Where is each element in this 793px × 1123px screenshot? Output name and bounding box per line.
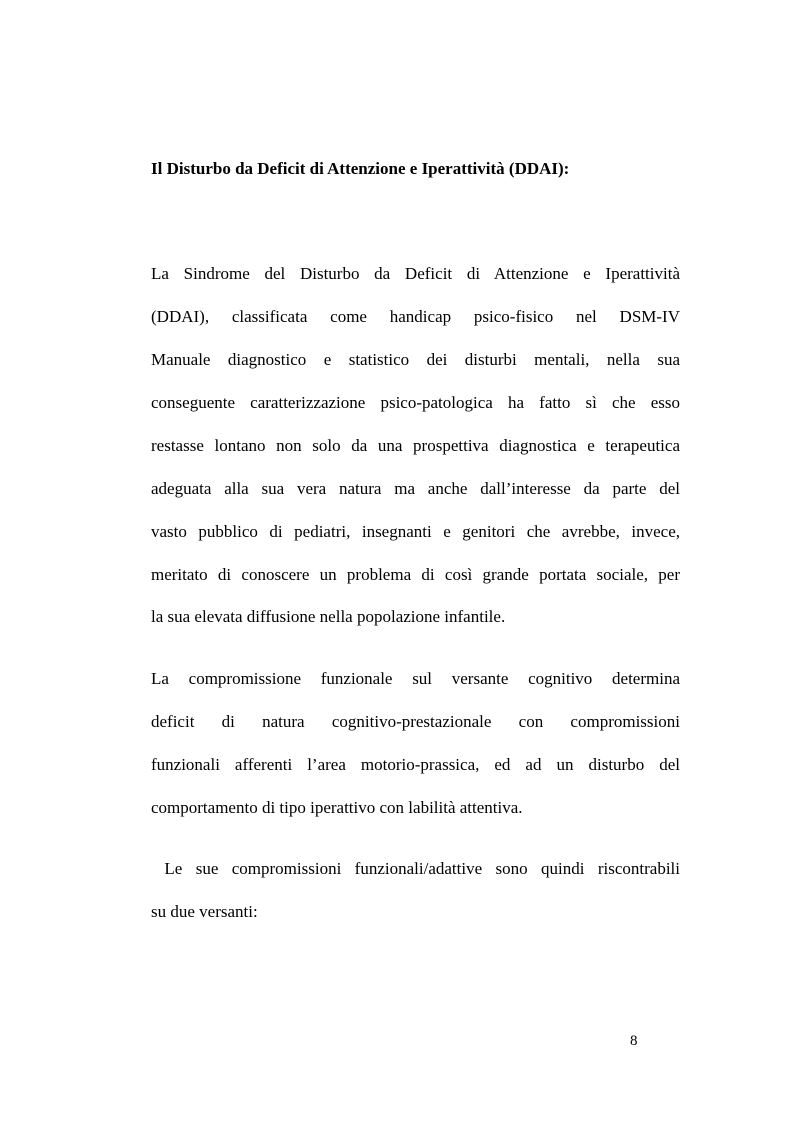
page-number: 8 <box>630 1033 638 1049</box>
paragraph-line: deficit di natura cognitivo-prestazionale con compromissioni <box>151 712 680 731</box>
paragraph-line: adeguata alla sua vera natura ma anche dall’interesse da parte del <box>151 479 680 498</box>
paragraph-line: La Sindrome del Disturbo da Deficit di Attenzione e Iperattività <box>151 264 680 283</box>
paragraph-line: La compromissione funzionale sul versante cognitivo determina <box>151 669 680 688</box>
paragraph-line: la sua elevata diffusione nella popolazione infantile. <box>151 607 506 626</box>
paragraph-line: Manuale diagnostico e statistico dei disturbi mentali, nella sua <box>151 350 680 369</box>
section-heading: Il Disturbo da Deficit di Attenzione e Iperattività (DDAI): <box>151 159 570 178</box>
paragraph-line: su due versanti: <box>151 902 258 921</box>
paragraph-line: meritato di conoscere un problema di così grande portata sociale, per <box>151 565 680 584</box>
paragraph-line: vasto pubblico di pediatri, insegnanti e genitori che avrebbe, invece, <box>151 522 680 541</box>
paragraph-line: funzionali afferenti l’area motorio-prassica, ed ad un disturbo del <box>151 755 680 774</box>
paragraph-line: comportamento di tipo iperattivo con labilità attentiva. <box>151 798 523 817</box>
paragraph-line: restasse lontano non solo da una prospettiva diagnostica e terapeutica <box>151 436 680 455</box>
paragraph-line: conseguente caratterizzazione psico-patologica ha fatto sì che esso <box>151 393 680 412</box>
paragraph-line: (DDAI), classificata come handicap psico-fisico nel DSM-IV <box>151 307 680 326</box>
paragraph-line: Le sue compromissioni funzionali/adattive sono quindi riscontrabili <box>151 859 680 878</box>
